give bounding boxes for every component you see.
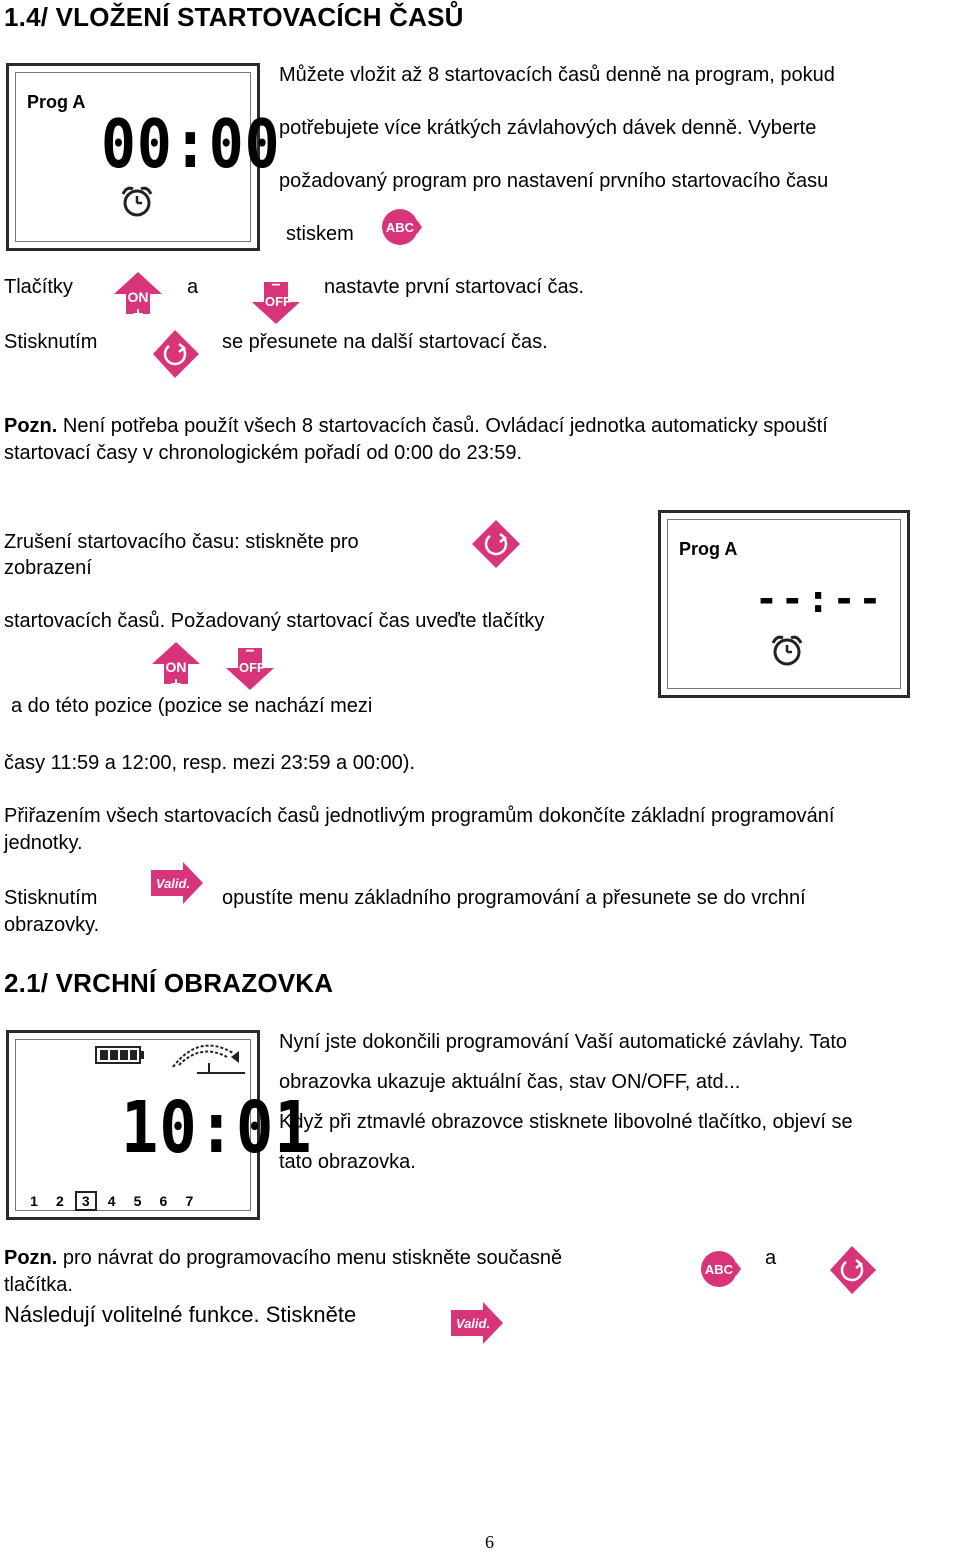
plus-label: + — [132, 304, 144, 322]
on-plus-button[interactable] — [112, 270, 164, 322]
tlacitky-label: Tlačítky — [4, 276, 73, 298]
lcd-prog-label: Prog A — [27, 92, 86, 112]
alarm-clock-icon — [119, 184, 155, 224]
valid-button-2[interactable] — [449, 1300, 505, 1346]
main-text-1: Nyní jste dokončili programování Vaší automatické závlahy. Tato — [279, 1031, 848, 1053]
note-line-1 — [4, 415, 828, 438]
off-minus-button-2[interactable] — [224, 640, 276, 692]
exit-text-2: obrazovky. — [4, 914, 100, 936]
on-label: ON — [127, 289, 149, 305]
move-next-text: se přesunete na další startovací čas. — [222, 331, 548, 353]
set-first-time-text: nastavte první startovací čas. — [324, 276, 585, 298]
abc-button-label: ABC — [385, 220, 415, 235]
cycle-button[interactable] — [147, 326, 205, 382]
day-2: 2 — [55, 1193, 64, 1209]
stisknutim-label: Stisknutím — [4, 331, 98, 353]
day-3-active: 3 — [75, 1191, 97, 1211]
section-title-start-times: 1.4/ VLOŽENÍ STARTOVACÍCH ČASŮ — [4, 2, 464, 32]
note-text: Není potřeba použít všech 8 startovacích časů. Ovládací jednotka automaticky spouští — [57, 415, 828, 437]
day-5: 5 — [133, 1193, 142, 1209]
on-label-2: ON — [165, 659, 187, 675]
section-title-main-screen: 2.1/ VRCHNÍ OBRAZOVKA — [4, 968, 334, 998]
stiskem-label: stiskem — [286, 223, 354, 245]
cancel-line-3: startovacích časů. Požadovaný startovací čas uveďte tlačítky — [4, 610, 545, 632]
note-line-2: startovací časy v chronologickém pořadí od 0:00 do 23:59. — [4, 442, 523, 464]
main-text-2: obrazovka ukazuje aktuální čas, stav ON/OFF, atd... — [279, 1071, 741, 1093]
alarm-clock-icon-2 — [769, 633, 805, 673]
exit-text: opustíte menu základního programování a přesunete se do vrchní — [222, 887, 806, 909]
a-label: a — [187, 276, 199, 298]
assign-line-2: jednotky. — [4, 832, 83, 854]
day-6: 6 — [159, 1193, 168, 1209]
main-text-4: tato obrazovka. — [279, 1151, 416, 1173]
cancel-line-2: zobrazení — [4, 557, 92, 579]
off-label: OFF — [265, 294, 291, 309]
return-note-line-1 — [4, 1247, 562, 1270]
lcd-time-main: 10:01 — [121, 1085, 313, 1170]
lcd-time-dashes: --:-- — [755, 577, 885, 621]
minus-label-2: − — [245, 643, 255, 660]
valid-label: Valid. — [155, 876, 191, 891]
page-number: 6 — [485, 1532, 494, 1552]
sprinkler-icon — [169, 1039, 251, 1085]
assign-line-1: Přiřazením všech startovacích časů jednotlivým programům dokončíte základní programování — [4, 805, 835, 827]
intro-line-1: Můžete vložit až 8 startovacích časů denně na program, pokud — [279, 64, 835, 86]
exit-label: Stisknutím — [4, 887, 98, 909]
valid-button[interactable] — [149, 860, 205, 906]
lcd-display-prog-a — [6, 63, 281, 251]
off-minus-button[interactable] — [250, 274, 302, 326]
intro-line-3: požadovaný program pro nastavení prvního startovacího času — [279, 170, 829, 192]
cycle-button-2[interactable] — [468, 516, 524, 572]
plus-label-2: + — [170, 674, 182, 692]
return-note-line-2: tlačítka. — [4, 1274, 73, 1296]
note-bold: Pozn. — [4, 415, 58, 437]
lcd-time: 00:00 — [101, 104, 281, 184]
abc-button-2[interactable] — [696, 1248, 742, 1290]
intro-line-2: potřebujete více krátkých závlahových dávek denně. Vyberte — [279, 117, 817, 139]
return-note-text: pro návrat do programovacího menu stiskněte současně — [57, 1247, 563, 1269]
valid-label-2: Valid. — [455, 1316, 491, 1331]
abc-button[interactable] — [377, 206, 423, 248]
return-note-bold: Pozn. — [4, 1247, 58, 1269]
lcd-prog-label-2: Prog A — [679, 539, 738, 559]
minus-label: − — [271, 277, 281, 294]
main-text-3: Když při ztmavlé obrazovce stisknete libovolné tlačítko, objeví se — [279, 1111, 853, 1133]
day-7: 7 — [185, 1193, 194, 1209]
battery-icon — [95, 1045, 145, 1071]
cancel-line-1: Zrušení startovacího času: stiskněte pro — [4, 531, 359, 553]
return-a-label: a — [765, 1247, 777, 1269]
lcd-display-cancel — [658, 510, 910, 698]
optional-functions-text: Následují volitelné funkce. Stiskněte — [4, 1302, 357, 1327]
off-label-2: OFF — [239, 660, 265, 675]
on-plus-button-2[interactable] — [150, 640, 202, 692]
lcd-display-main — [6, 1030, 313, 1220]
cancel-line-4: a do této pozice (pozice se nachází mezi — [11, 695, 373, 717]
day-1: 1 — [30, 1193, 38, 1209]
day-4: 4 — [107, 1193, 116, 1209]
abc-button-label-2: ABC — [704, 1262, 734, 1277]
day-indicators — [23, 1191, 200, 1211]
cancel-line-5: časy 11:59 a 12:00, resp. mezi 23:59 a 00:00). — [4, 752, 415, 774]
cycle-button-3[interactable] — [824, 1242, 882, 1298]
